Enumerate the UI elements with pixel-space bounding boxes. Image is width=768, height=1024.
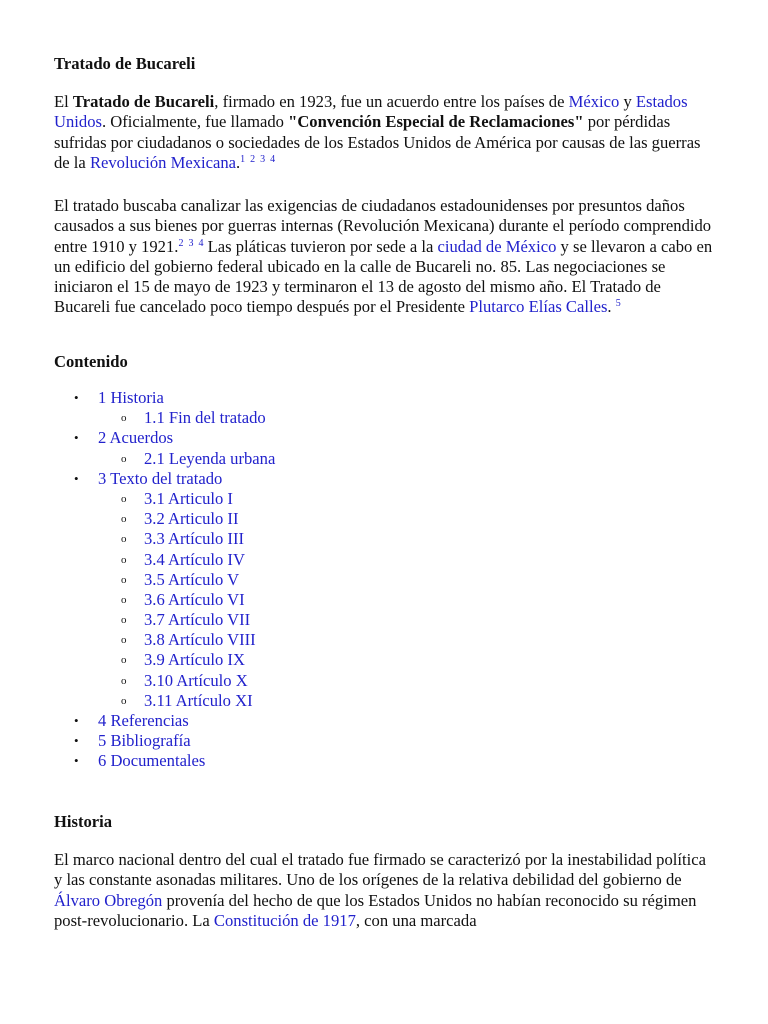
- toc-item: [54, 469, 275, 489]
- toc-item: [54, 590, 275, 610]
- text: y se llevaron a cabo en un edificio del gobierno federal ubicado en la calle de Bucareli no. 85. Las negociaciones se iniciaron el 15 de mayo de 1923 y terminaron el 13 de agosto del mismo año. El Tratado de Bucareli fue cancelado poco tiempo después por el Presidente: [54, 236, 713, 317]
- toc-item: [54, 529, 275, 549]
- toc-link[interactable]: 2.1 Leyenda urbana: [144, 448, 276, 468]
- circle-bullet-icon: o: [121, 634, 127, 647]
- text: . Oficialmente, fue llamado: [101, 112, 289, 132]
- link-mexico[interactable]: México: [568, 92, 620, 111]
- text: El: [54, 92, 73, 111]
- toc-item: [54, 489, 275, 509]
- circle-bullet-icon: o: [121, 553, 127, 566]
- circle-bullet-icon: o: [121, 513, 127, 526]
- circle-bullet-icon: o: [121, 694, 127, 707]
- text: Las pláticas tuvieron por sede a la: [203, 236, 438, 256]
- table-of-contents: [54, 388, 275, 772]
- toc-link[interactable]: 3.8 Artículo VIII: [144, 630, 256, 650]
- text: por pérdidas sufridas por ciudadanos o sociedades de los Estados Unidos de América por causas de las guerras de la: [54, 112, 701, 172]
- toc-link[interactable]: 2 Acuerdos: [98, 428, 174, 448]
- bullet-icon: •: [74, 713, 79, 728]
- circle-bullet-icon: o: [121, 654, 127, 667]
- toc-link[interactable]: 4 Referencias: [98, 711, 189, 730]
- toc-item: [54, 630, 275, 650]
- circle-bullet-icon: o: [121, 674, 127, 687]
- toc-link[interactable]: 3.1 Articulo I: [144, 488, 233, 508]
- toc-link[interactable]: 3.6 Artículo VI: [144, 589, 245, 609]
- toc-link[interactable]: 3.11 Artículo XI: [144, 690, 253, 710]
- intro-paragraph: [54, 92, 714, 173]
- toc-link[interactable]: 6 Documentales: [98, 751, 206, 771]
- ref-link[interactable]: 5: [615, 298, 621, 310]
- toc-link[interactable]: 5 Bibliografía: [98, 731, 191, 751]
- link-ciudad-de-mexico[interactable]: ciudad de México: [437, 236, 557, 256]
- text: El marco nacional dentro del cual el tratado fue firmado se caracterizó por la inestabilidad política y las constante asonadas militares. Uno de los orígenes de la relativa debilidad del gobierno de: [54, 850, 706, 890]
- ref-link[interactable]: 3: [188, 237, 194, 249]
- toc-item: [54, 550, 275, 570]
- toc-link[interactable]: 3.5 Artículo V: [144, 569, 240, 589]
- contents-heading: Contenido: [54, 352, 128, 371]
- circle-bullet-icon: o: [121, 614, 127, 627]
- circle-bullet-icon: o: [121, 593, 127, 606]
- toc-item: [54, 509, 275, 529]
- toc-link[interactable]: 1.1 Fin del tratado: [144, 408, 266, 428]
- text: y: [619, 92, 636, 111]
- toc-item: [54, 671, 275, 691]
- link-alvaro-obregon[interactable]: Álvaro Obregón: [54, 890, 163, 910]
- ref-link[interactable]: 3: [260, 153, 266, 165]
- text: provenía del hecho de que los Estados Unidos no habían reconocido su régimen post-revolucionario. La: [54, 890, 697, 930]
- bullet-icon: •: [74, 470, 79, 486]
- toc-item: [54, 449, 275, 469]
- ref-link[interactable]: 1: [240, 153, 246, 165]
- treaty-paragraph: [54, 196, 714, 318]
- toc-item: [54, 428, 275, 448]
- toc-item: [54, 610, 275, 630]
- ref-link[interactable]: 2: [178, 237, 184, 249]
- bullet-icon: •: [74, 390, 79, 405]
- toc-item: [54, 650, 275, 670]
- ref-link[interactable]: 4: [198, 237, 204, 249]
- toc-link[interactable]: 3.10 Artículo X: [144, 670, 248, 690]
- bold-term: Tratado de Bucareli: [72, 92, 215, 111]
- circle-bullet-icon: o: [121, 412, 127, 425]
- circle-bullet-icon: o: [121, 492, 127, 505]
- toc-link[interactable]: 3.7 Artículo VII: [144, 610, 251, 630]
- toc-item: [54, 691, 275, 711]
- text: , firmado en 1923, fue un acuerdo entre los países de: [214, 92, 569, 111]
- toc-item: [54, 711, 275, 731]
- section-heading-historia: Historia: [54, 812, 113, 831]
- toc-item: [54, 731, 275, 751]
- text: .: [236, 152, 241, 172]
- circle-bullet-icon: o: [121, 573, 127, 586]
- ref-link[interactable]: 2: [250, 153, 256, 165]
- toc-link[interactable]: 3 Texto del tratado: [98, 468, 223, 488]
- toc-link[interactable]: 3.9 Artículo IX: [144, 650, 245, 670]
- ref-link[interactable]: 4: [270, 153, 276, 165]
- text: .: [607, 297, 616, 317]
- link-estados-unidos[interactable]: Estados Unidos: [54, 92, 688, 132]
- link-constitucion-1917[interactable]: Constitución de 1917: [213, 910, 356, 930]
- toc-item: [54, 388, 275, 408]
- toc-link[interactable]: 3.2 Articulo II: [144, 509, 239, 529]
- bullet-icon: •: [74, 753, 79, 769]
- bullet-icon: •: [74, 733, 79, 749]
- link-plutarco-elias-calles[interactable]: Plutarco Elías Calles: [469, 297, 608, 317]
- circle-bullet-icon: o: [121, 533, 127, 546]
- bold-term: "Convención Especial de Reclamaciones": [288, 112, 584, 132]
- toc-item: [54, 751, 275, 771]
- bullet-icon: •: [74, 430, 79, 446]
- toc-link[interactable]: 3.4 Artículo IV: [144, 549, 245, 569]
- text: El tratado buscaba canalizar las exigencias de ciudadanos estadounidenses por presuntos daños causados a sus bienes por guerras internas (Revolución Mexicana) durante el período comprendido entre 1910 y 1921.: [54, 196, 712, 256]
- page-title: Tratado de Bucareli: [54, 54, 196, 73]
- historia-paragraph: [54, 850, 714, 931]
- toc-item: [54, 570, 275, 590]
- toc-link[interactable]: 3.3 Artículo III: [144, 529, 244, 549]
- link-revolucion-mexicana[interactable]: Revolución Mexicana: [89, 152, 237, 172]
- circle-bullet-icon: o: [121, 452, 127, 465]
- text: , con una marcada: [355, 910, 477, 930]
- toc-link[interactable]: 1 Historia: [98, 388, 164, 407]
- toc-item: [54, 408, 275, 428]
